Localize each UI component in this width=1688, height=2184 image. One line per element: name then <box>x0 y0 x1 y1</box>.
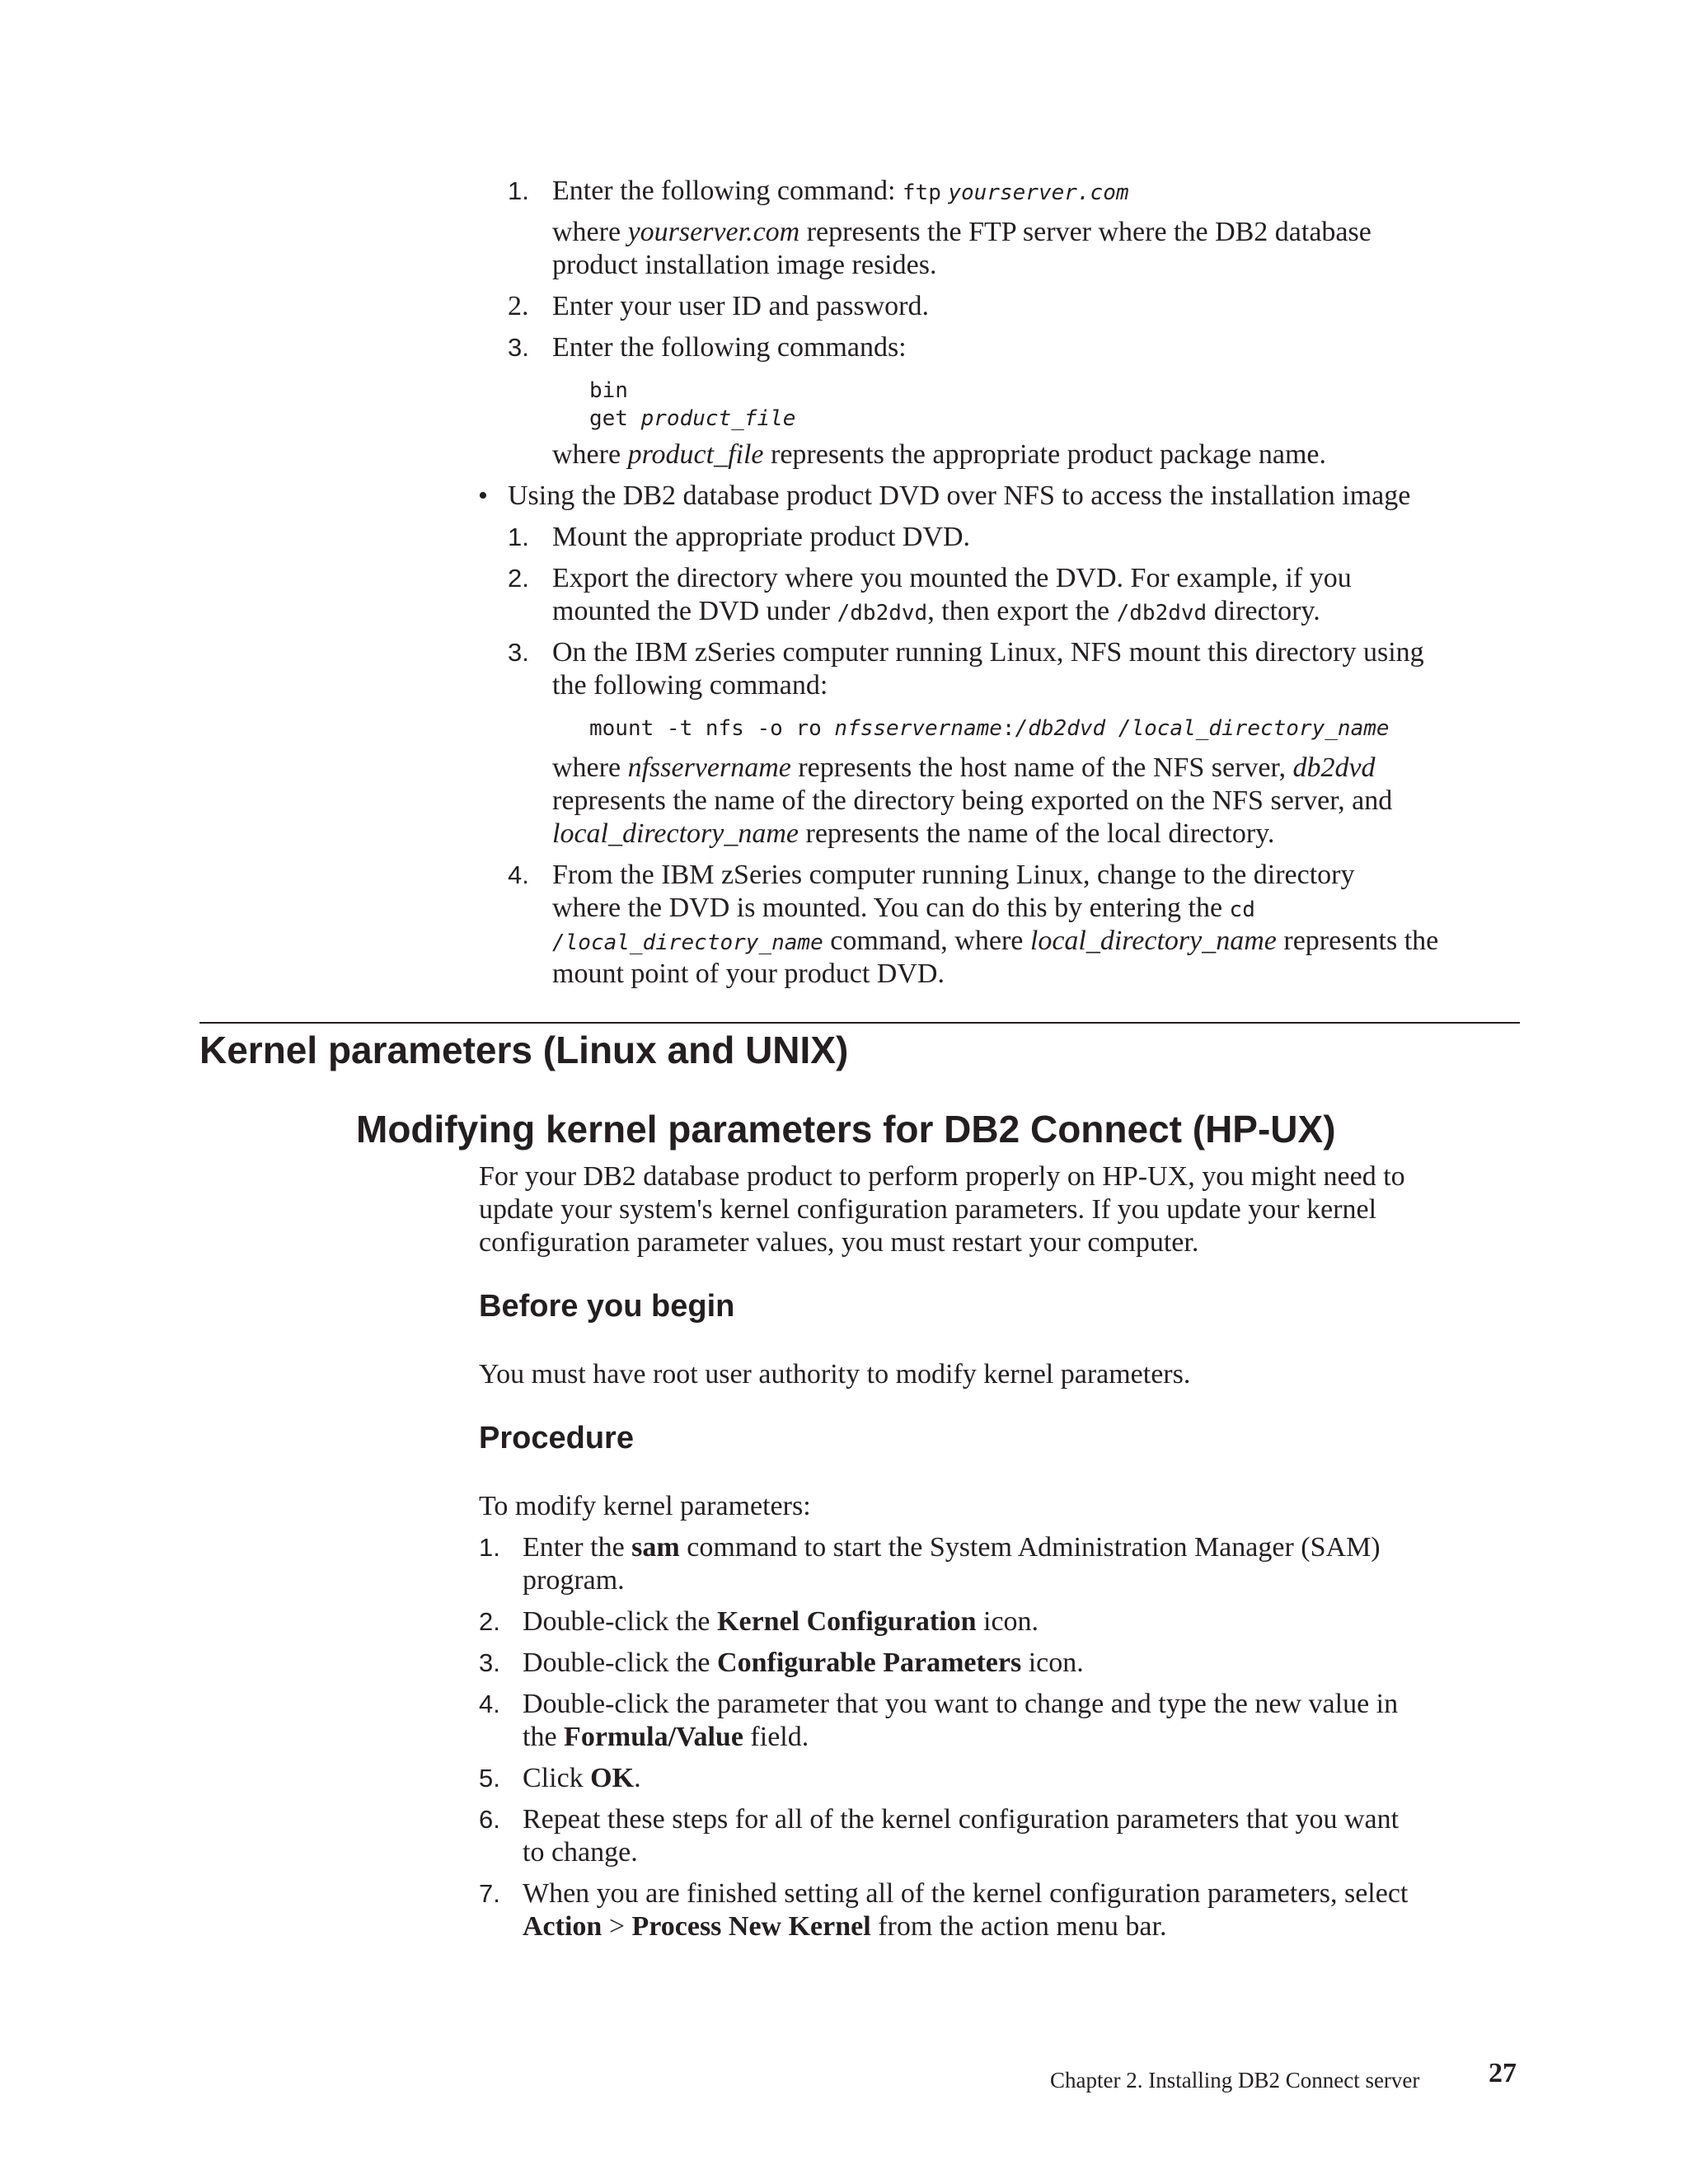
mount-where-line-1: where nfsservername represents the host name of the NFS server, db2dvd <box>552 752 1376 783</box>
intro-line-3: configuration parameter values, you must restart your computer. <box>479 1227 1199 1258</box>
nfs-step-2-number: 2. <box>508 564 529 593</box>
before-text: You must have root user authority to modify kernel parameters. <box>479 1359 1191 1390</box>
proc-step-7-line-1: When you are finished setting all of the kernel configuration parameters, select <box>523 1878 1409 1909</box>
procedure-intro: To modify kernel parameters: <box>479 1491 811 1521</box>
ftp-step-3-number: 3. <box>508 333 529 362</box>
proc-step-6-line-2: to change. <box>523 1837 638 1868</box>
ftp-step-3-text: Enter the following commands: <box>552 332 907 363</box>
before-heading: Before you begin <box>479 1289 735 1324</box>
bullet-mark: • <box>478 480 488 511</box>
nfs-bullet-text: Using the DB2 database product DVD over NFS to access the installation image <box>508 480 1411 511</box>
nfs-step-1-text: Mount the appropriate product DVD. <box>552 522 971 552</box>
proc-step-7-number: 7. <box>479 1879 500 1908</box>
section-title: Kernel parameters (Linux and UNIX) <box>199 1029 849 1071</box>
nfs-step-2-line-1: Export the directory where you mounted the DVD. For example, if you <box>552 563 1352 593</box>
ftp-where-line-2: product installation image resides. <box>552 250 937 280</box>
proc-step-4-number: 4. <box>479 1690 500 1718</box>
nfs-step-4-line-2: where the DVD is mounted. You can do this by entering the cd <box>552 893 1255 923</box>
procedure-heading: Procedure <box>479 1421 634 1455</box>
proc-step-2-number: 2. <box>479 1607 500 1636</box>
mount-where-line-2: represents the name of the directory being exported on the NFS server, and <box>552 785 1393 816</box>
intro-line-1: For your DB2 database product to perform properly on HP-UX, you might need to <box>479 1161 1405 1192</box>
code-get: get product_file <box>589 406 796 431</box>
mount-command: mount -t nfs -o ro nfsservername:/db2dvd /local_directory_name <box>589 716 1390 741</box>
nfs-step-3-number: 3. <box>508 638 529 667</box>
nfs-step-4-line-3: /local_directory_name command, where local_directory_name represents the <box>552 926 1439 956</box>
proc-step-1-line-2: program. <box>523 1565 625 1596</box>
proc-step-6-number: 6. <box>479 1805 500 1834</box>
product-file-where: where product_file represents the appropriate product package name. <box>552 439 1327 470</box>
proc-step-5-number: 5. <box>479 1764 500 1793</box>
proc-step-3-text: Double-click the Configurable Parameters icon. <box>523 1647 1084 1678</box>
ftp-command: ftp <box>902 180 941 205</box>
footer-chapter: Chapter 2. Installing DB2 Connect server <box>1050 2068 1420 2093</box>
nfs-step-4-line-1: From the IBM zSeries computer running Linux, change to the directory <box>552 860 1355 890</box>
proc-step-1-line-1: Enter the sam command to start the System Administration Manager (SAM) <box>523 1532 1381 1563</box>
proc-step-7-line-2: Action > Process New Kernel from the action menu bar. <box>523 1911 1167 1942</box>
proc-step-5-text: Click OK. <box>523 1763 641 1793</box>
nfs-step-4-number: 4. <box>508 860 529 889</box>
nfs-step-3-line-2: the following command: <box>552 670 828 701</box>
step-number: 1. <box>508 176 529 205</box>
proc-step-4-line-1: Double-click the parameter that you want to change and type the new value in <box>523 1689 1399 1719</box>
ftp-step-1-text: Enter the following command: ftp yourserver.com <box>552 176 1129 206</box>
ftp-step-2-number: 2. <box>508 291 529 321</box>
proc-step-2-text: Double-click the Kernel Configuration icon. <box>523 1606 1039 1637</box>
subsection-title: Modifying kernel parameters for DB2 Connect (HP-UX) <box>356 1108 1336 1151</box>
nfs-step-3-line-1: On the IBM zSeries computer running Linux, NFS mount this directory using <box>552 637 1424 668</box>
ftp-step-1 <box>508 175 529 208</box>
nfs-step-4-line-4: mount point of your product DVD. <box>552 958 945 989</box>
intro-line-2: update your system's kernel configuration parameters. If you update your kernel <box>479 1194 1377 1225</box>
ftp-server-arg: yourserver.com <box>948 180 1129 205</box>
proc-step-6-line-1: Repeat these steps for all of the kernel configuration parameters that you want <box>523 1804 1400 1835</box>
code-bin: bin <box>589 378 628 403</box>
mount-where-line-3: local_directory_name represents the name of the local directory. <box>552 818 1275 849</box>
ftp-step-2-text: Enter your user ID and password. <box>552 291 929 321</box>
nfs-step-1-number: 1. <box>508 523 529 551</box>
proc-step-3-number: 3. <box>479 1648 500 1677</box>
ftp-where-line-1: where yourserver.com represents the FTP server where the DB2 database <box>552 217 1372 247</box>
page-number: 27 <box>1489 2058 1517 2088</box>
proc-step-1-number: 1. <box>479 1533 500 1562</box>
proc-step-4-line-2: the Formula/Value field. <box>523 1722 809 1752</box>
nfs-step-2-line-2: mounted the DVD under /db2dvd, then export the /db2dvd directory. <box>552 596 1320 626</box>
section-divider <box>199 1022 1520 1024</box>
